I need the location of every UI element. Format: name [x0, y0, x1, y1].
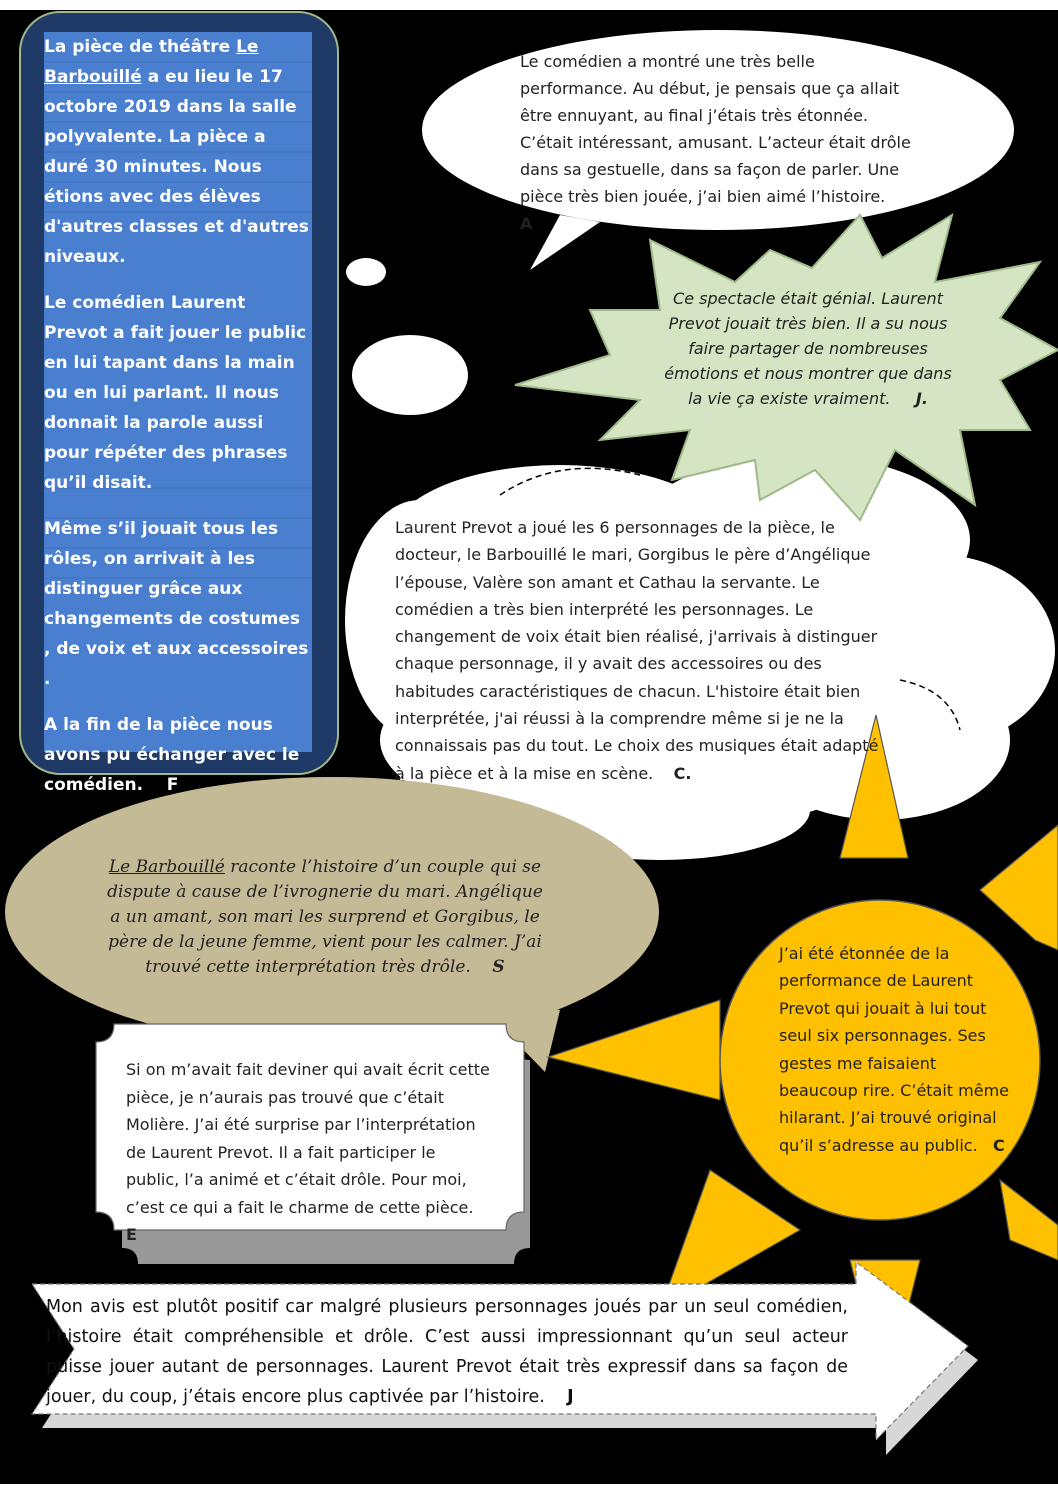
panel-p1-start: La pièce de théâtre: [44, 37, 237, 57]
arrow-signature: J: [567, 1387, 574, 1407]
sun-text: [779, 940, 1019, 1159]
sun-signature: C: [992, 1135, 1005, 1155]
panel-p1-end: a eu lieu le 17 octobre 2019 dans la salle polyvalente. La pièce a duré 30 minutes. Nous étions avec des élèves d'autres classes et d'autres niveaux.: [44, 67, 309, 267]
speech-bubble-text: [520, 48, 915, 233]
panel-paragraph-1: [44, 32, 312, 272]
panel-paragraph-2: Le comédien Laurent Prevot a fait jouer le public en lui tapant dans la main ou en lui parlant. Il nous donnait la parole aussi pour répéter des phrases qu’il disait.: [44, 293, 307, 493]
oval-play-title: Le Barbouillé: [108, 857, 225, 877]
cloud-text: [395, 514, 880, 787]
panel-p4-text: A la fin de la pièce nous avons pu échanger avec le comédien.: [44, 715, 300, 795]
panel-paragraph-4: [44, 710, 312, 800]
blue-panel-text: [44, 32, 312, 816]
speech-bubble-body: Le comédien a montré une très belle performance. Au début, je pensais que ça allait être ennuyant, au final j’étais très étonnée. C’était intéressant, amusant. L’acteur était drôle dans sa gestuelle, dans sa façon de parler. Une pièce très bien jouée, j’ai bien aimé l’histoire.: [520, 52, 911, 206]
speech-bubble-signature: A: [520, 214, 533, 233]
starburst-body: Ce spectacle était génial. Laurent Prevot jouait très bien. Il a su nous faire partager de nombreuses émotions et nous montrer que dans la vie ça existe vraiment.: [664, 289, 952, 408]
cloud-body: Laurent Prevot a joué les 6 personnages de la pièce, le docteur, le Barbouillé le mari, Gorgibus le père d’Angélique l’épouse, Valère son amant et Cathau la servante. Le comédien a très bien interprété les personnages. Le changement de voix était bien réalisé, j'arrivais à distinguer chaque personnage, il y avait des accessoires ou des habitudes caractéristiques de chacun. L'histoire était bien interprétée, j'ai réussi à la comprendre même si je ne la connaissais pas du tout. Le choix des musiques était adapté à la pièce et à la mise en scène.: [395, 518, 879, 783]
starburst-text: [660, 286, 956, 411]
panel-play-title: Le Barbouillé: [44, 37, 259, 87]
cloud-signature: C.: [673, 763, 692, 783]
plaque-text: [126, 1056, 492, 1244]
oval-signature: S: [492, 957, 505, 977]
oval-body: raconte l’histoire d’un couple qui se dispute à cause de l’ivrognerie du mari. Angélique a un amant, son mari les surprend et Gorgibus, le père de la jeune femme, vient pour les calmer. J’ai trouvé cette interprétation très drôle.: [107, 857, 543, 977]
arrow-text: [46, 1292, 848, 1412]
panel-paragraph-3: Même s’il jouait tous les rôles, on arrivait à les distinguer grâce aux changements de costumes , de voix et aux accessoires .: [44, 519, 309, 689]
plaque-signature: E: [126, 1225, 137, 1244]
plaque-body: Si on m’avait fait deviner qui avait écrit cette pièce, je n’aurais pas trouvé que c’était Molière. J’ai été surprise par l’interprétation de Laurent Prevot. Il a fait participer le public, l’a animé et c’était drôle. Pour moi, c’est ce qui a fait le charme de cette pièce.: [126, 1060, 490, 1217]
thought-dots: [346, 258, 468, 415]
panel-signature: F: [166, 775, 179, 795]
starburst-signature: J.: [915, 389, 928, 408]
sun-body: J’ai été étonnée de la performance de Laurent Prevot qui jouait à lui tout seul six personnages. Ses gestes me faisaient beaucoup rire. C’était même hilarant. J’ai trouvé original qu’il s’adresse au public.: [779, 944, 1010, 1155]
oval-text: [100, 855, 550, 980]
arrow-body: Mon avis est plutôt positif car malgré plusieurs personnages joués par un seul comédien, l’histoire était compréhensible et drôle. C’est aussi impressionnant qu’un seul acteur puisse jouer autant de personnages. Laurent Prevot était très expressif dans sa façon de jouer, du coup, j’étais encore plus captivée par l’histoire.: [46, 1297, 848, 1407]
